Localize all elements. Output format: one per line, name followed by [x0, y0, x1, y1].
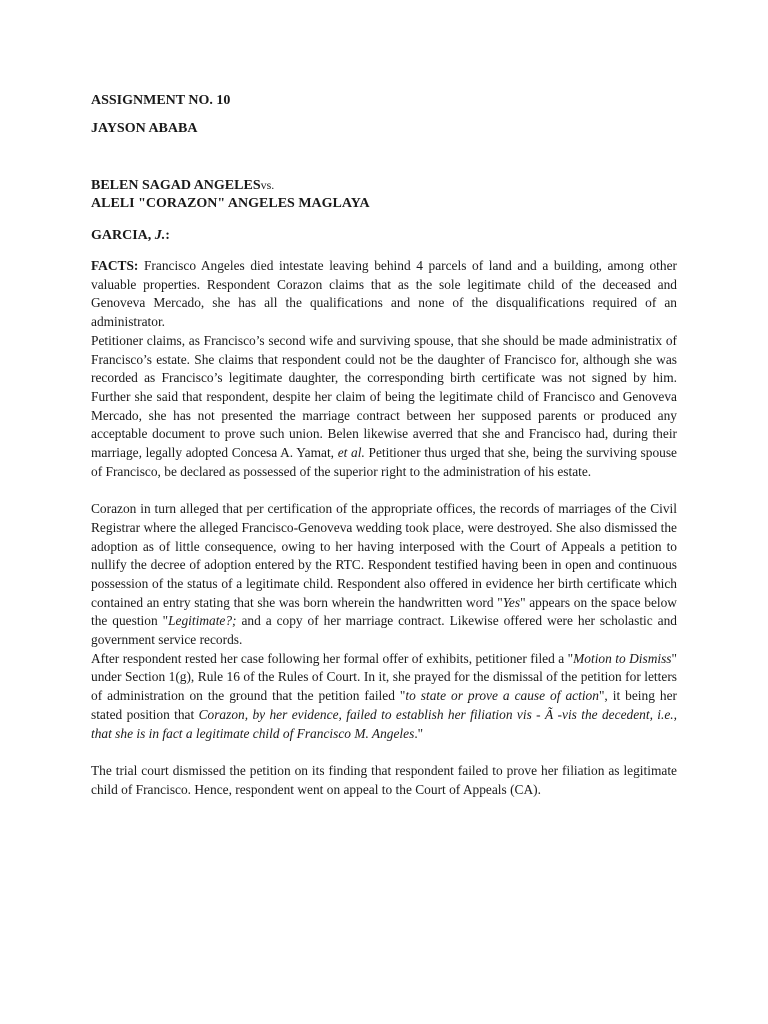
versus-label: vs.: [260, 178, 275, 192]
p4-text-c: ", it being her stated position that: [91, 688, 677, 722]
party-respondent: ALELI "CORAZON" ANGELES MAGLAYA: [91, 196, 370, 211]
p4-state: to state or prove a cause of action: [405, 688, 599, 704]
p4-text-a: After respondent rested her case following her formal offer of exhibits, petitioner filed a ": [91, 650, 574, 666]
party-petitioner: BELEN SAGAD ANGELES: [91, 178, 261, 193]
document-page: [91, 92, 677, 799]
p4-corazon: Corazon, by her evidence, failed to establish her filiation vis - Ã -vis the decedent, i.e., that she is in fact a legitimate child of Francisco M. Angeles: [91, 706, 677, 741]
ponente-colon: :: [165, 228, 170, 243]
assignment-title: ASSIGNMENT NO. 10: [91, 93, 231, 108]
ponente: [91, 227, 677, 245]
facts-paragraph-5: The trial court dismissed the petition on its finding that respondent failed to prove her filiation as legitimate child of Francisco. Hence, respondent went on appeal to the Court of Appeals (CA).: [91, 762, 677, 797]
p3-legitimate: Legitimate?;: [168, 613, 237, 629]
p2-text-a: Petitioner claims, as Francisco’s second wife and surviving spouse, that she should be made administratix of Francisco’s estate. She claims that respondent could not be the daughter of Francisco for, although she was recorded as Francisco’s legitimate daughter, the corresponding birth certificate was not signed by him. Further she said that respondent, despite her claim of being the legitimate child of Francisco and Genoveva Mercado, she has not presented the marriage contract between her supposed parents or produced any acceptable document to prove such union. Belen likewise averred that she and Francisco had, during their marriage, legally adopted Concesa A. Yamat,: [91, 332, 677, 461]
p4-motion: Motion to Dismiss: [573, 650, 672, 666]
p3-text-b: " appears on the space below the question ": [91, 594, 677, 629]
p3-yes: Yes: [502, 594, 521, 610]
facts-label: FACTS:: [91, 258, 139, 273]
case-title: [91, 176, 677, 213]
p4-text-b: " under Section 1(g), Rule 16 of the Rules of Court. In it, she prayed for the dismissal of the petition for letters of administration on the ground that the petition failed ": [91, 650, 677, 704]
case-parties-line-1: [91, 176, 677, 195]
ponente-name: GARCIA,: [91, 228, 155, 243]
p2-text-b: Petitioner thus urged that she, being the surviving spouse of Francisco, be declared as possessed of the superior right to the administration of his estate.: [91, 445, 678, 479]
p4-text-d: .": [414, 725, 424, 741]
facts-paragraph-1: [91, 257, 677, 332]
ponente-title: J.: [154, 228, 166, 243]
p2-et-al: et al.: [337, 445, 365, 461]
p3-text-a: Corazon in turn alleged that per certification of the appropriate offices, the records of marriages of the Civil Registrar where the alleged Francisco-Genoveva wedding took place, were destroyed. She also dismissed the adoption as of little consequence, owing to her having interposed with the Court of Appeals a petition to nullify the decree of adoption entered by the RTC. Respondent testified having been in open and continuous possession of the status of a legitimate child. Respondent also offered in evidence her birth certificate which contained an entry stating that she was born wherein the handwritten word ": [91, 501, 677, 610]
p3-text-c: and a copy of her marriage contract. Likewise offered were her scholastic and government service records.: [91, 613, 677, 648]
facts-paragraph-4: [91, 650, 677, 744]
facts-paragraph-2: [91, 332, 677, 482]
facts-text-1: Francisco Angeles died intestate leaving behind 4 parcels of land and a building, among other valuable properties. Respondent Corazon claims that as the sole legitimate child of the deceased and Genoveva Mercado, she has all the qualifications and none of the disqualifications required of an administrator.: [91, 258, 677, 330]
facts-paragraph-3: [91, 500, 677, 650]
author-name: JAYSON ABABA: [91, 121, 198, 136]
